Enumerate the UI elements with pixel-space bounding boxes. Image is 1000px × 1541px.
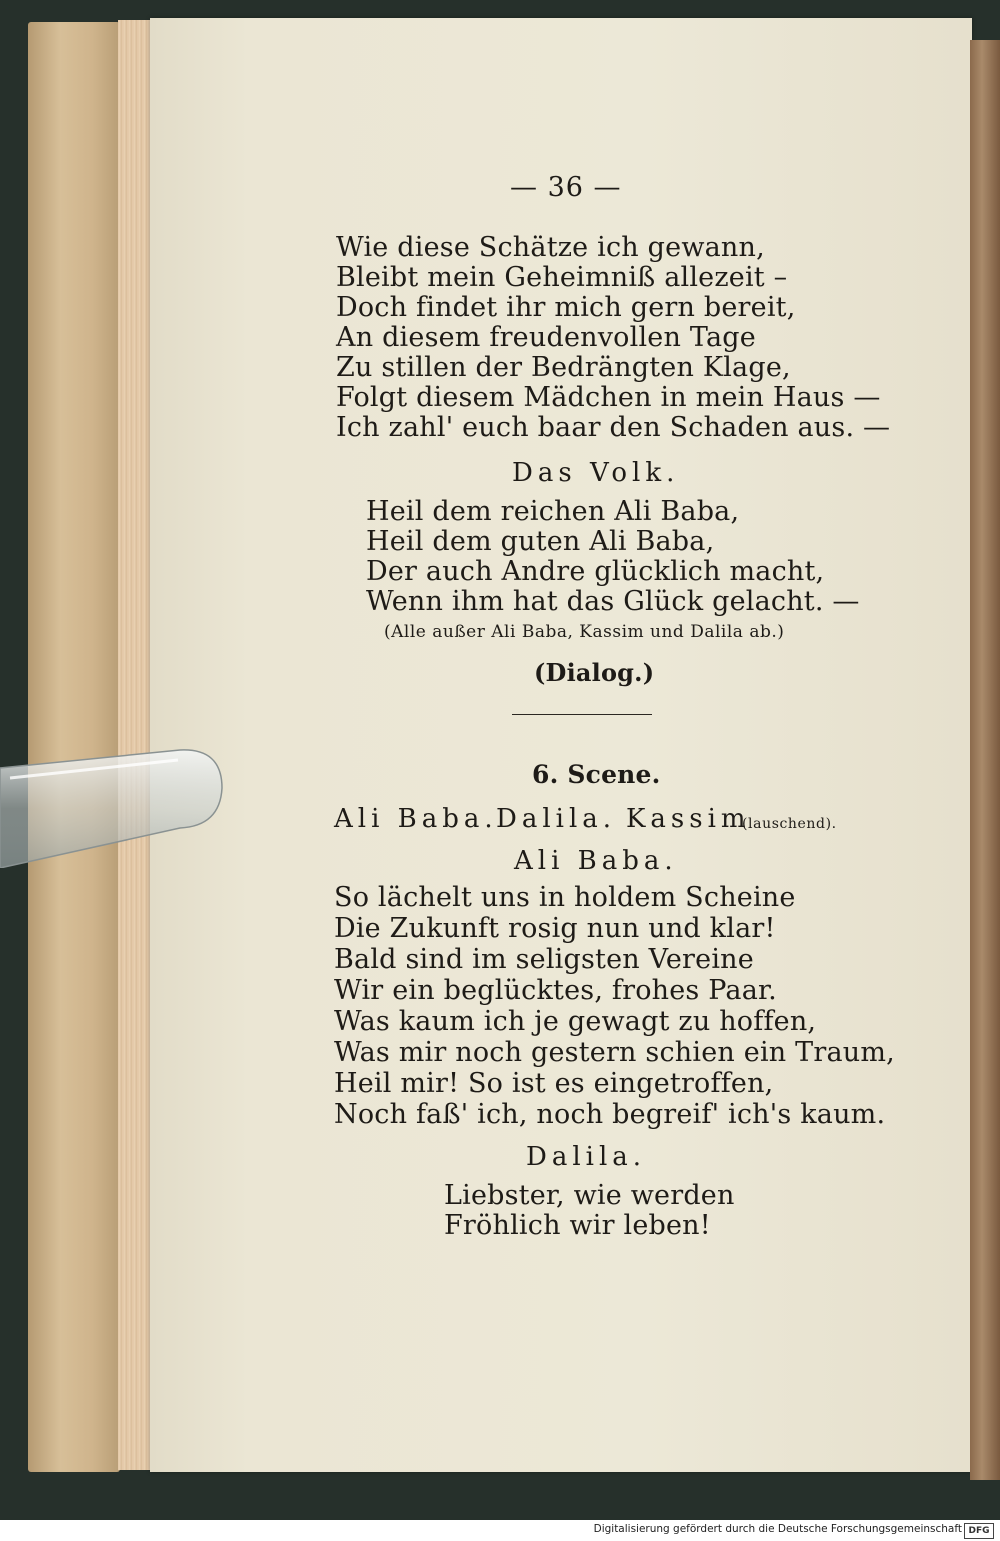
stage-direction: (Alle außer Ali Baba, Kassim und Dalila ab.)	[384, 622, 785, 642]
speaker-label: Das Volk.	[512, 458, 680, 488]
verse-line: Was mir noch gestern schien ein Traum,	[334, 1037, 895, 1068]
page-edges	[118, 20, 154, 1470]
book-cover-right	[970, 40, 1000, 1480]
verse-line: Bleibt mein Geheimniß allezeit –	[336, 262, 788, 293]
verse-line: Heil dem reichen Ali Baba,	[366, 496, 740, 527]
verse-line: An diesem freudenvollen Tage	[336, 322, 756, 353]
section-divider	[512, 714, 652, 715]
footer-credit: Digitalisierung gefördert durch die Deutsche Forschungsgemeinschaft	[593, 1523, 962, 1535]
verse-line: Wir ein beglücktes, frohes Paar.	[334, 975, 777, 1006]
footer-bar	[0, 1520, 1000, 1541]
cast-dalila: Dalila.	[496, 804, 617, 834]
verse-line: Bald sind im seligsten Vereine	[334, 944, 754, 975]
cast-kassim-note: (lauschend).	[742, 816, 837, 832]
speaker-label: Ali Baba.	[514, 846, 678, 876]
page-number: — 36 —	[510, 172, 622, 203]
verse-line: Folgt diesem Mädchen in mein Haus —	[336, 382, 881, 413]
verse-line: Fröhlich wir leben!	[444, 1210, 711, 1241]
verse-line: Wie diese Schätze ich gewann,	[336, 232, 765, 263]
verse-line: Der auch Andre glücklich macht,	[366, 556, 825, 587]
verse-line: Heil mir! So ist es eingetroffen,	[334, 1068, 774, 1099]
dialog-label: (Dialog.)	[534, 658, 655, 687]
scene-title: 6. Scene.	[532, 760, 661, 789]
verse-line: Liebster, wie werden	[444, 1180, 735, 1211]
verse-line: Noch faß' ich, noch begreif' ich's kaum.	[334, 1099, 886, 1130]
verse-line: So lächelt uns in holdem Scheine	[334, 882, 796, 913]
cast-kassim: Kassim	[626, 804, 751, 834]
verse-line: Wenn ihm hat das Glück gelacht. —	[366, 586, 860, 617]
speaker-label: Dalila.	[526, 1142, 647, 1172]
verse-line: Ich zahl' euch baar den Schaden aus. —	[336, 412, 891, 443]
verse-line: Zu stillen der Bedrängten Klage,	[336, 352, 791, 383]
cast-ali-baba: Ali Baba.	[334, 804, 498, 834]
book-cover-left	[28, 22, 120, 1472]
verse-line: Die Zukunft rosig nun und klar!	[334, 913, 776, 944]
verse-line: Was kaum ich je gewagt zu hoffen,	[334, 1006, 817, 1037]
verse-line: Heil dem guten Ali Baba,	[366, 526, 715, 557]
verse-line: Doch findet ihr mich gern bereit,	[336, 292, 796, 323]
dfg-logo: DFG	[964, 1523, 994, 1539]
